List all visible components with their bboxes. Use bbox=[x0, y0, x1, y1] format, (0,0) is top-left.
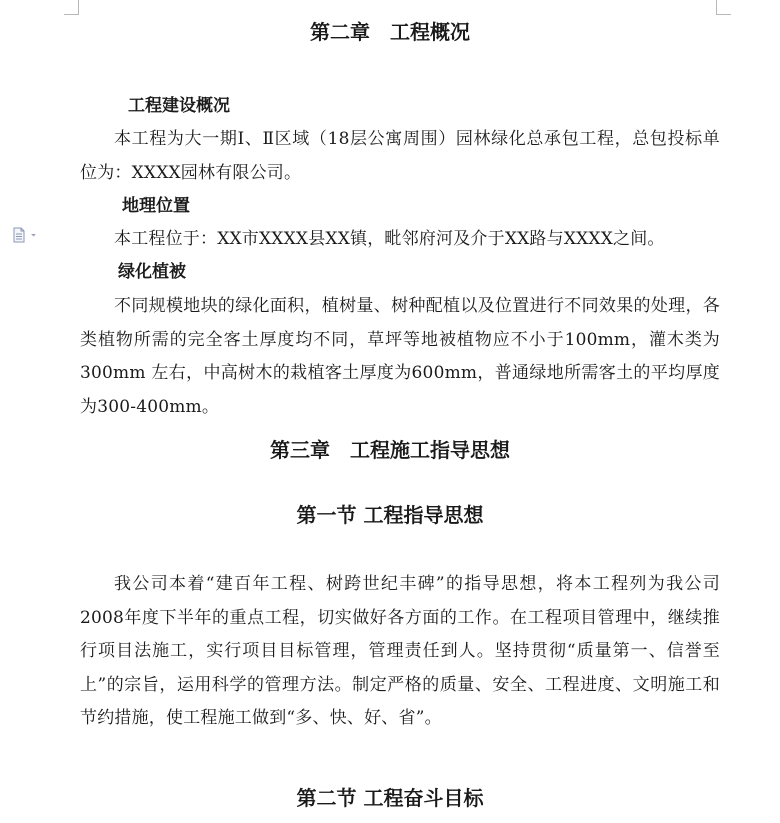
document-icon[interactable] bbox=[12, 227, 42, 243]
crop-mark-top-left bbox=[64, 0, 79, 15]
section-heading-location: 地理位置 bbox=[122, 196, 190, 216]
section-body-overview: 本工程为大一期Ⅰ、Ⅱ区域（18层公寓周围）园林绿化总承包工程，总包投标单位为：XXXX园林有限公司。 bbox=[80, 129, 720, 183]
chapter3-section2-title: 第二节 工程奋斗目标 bbox=[296, 786, 484, 810]
section-heading-overview: 工程建设概况 bbox=[128, 96, 230, 116]
chapter2-title: 第二章 工程概况 bbox=[310, 20, 470, 44]
chapter3-section1-title: 第一节 工程指导思想 bbox=[296, 503, 484, 527]
section-heading-greening: 绿化植被 bbox=[118, 262, 186, 282]
section-body-greening: 不同规模地块的绿化面积，植树量、树种配植以及位置进行不同效果的处理，各类植物所需的完全客土厚度均不同，草坪等地被植物应不小于100mm，灌木类为300mm 左右，中高树木的栽植客土厚度为600mm，普通绿地所需客土的平均厚度为300-400mm。 bbox=[80, 296, 720, 417]
chapter3-section1-body: 我公司本着“建百年工程、树跨世纪丰碑”的指导思想，将本工程列为我公司2008年度下半年的重点工程，切实做好各方面的工作。在工程项目管理中，继续推行项目法施工，实行项目目标管理，管理责任到人。坚持贯彻“质量第一、信誉至上”的宗旨，运用科学的管理方法。制定严格的质量、安全、工程进度、文明施工和节约措施，使工程施工做到“多、快、好、省”。 bbox=[80, 574, 720, 728]
chapter3-title: 第三章 工程施工指导思想 bbox=[270, 438, 510, 462]
chevron-down-icon bbox=[31, 234, 36, 237]
section-body-location: 本工程位于：XX市XXXX县XX镇，毗邻府河及介于XX路与XXXX之间。 bbox=[114, 229, 665, 249]
crop-mark-top-right bbox=[716, 0, 731, 15]
